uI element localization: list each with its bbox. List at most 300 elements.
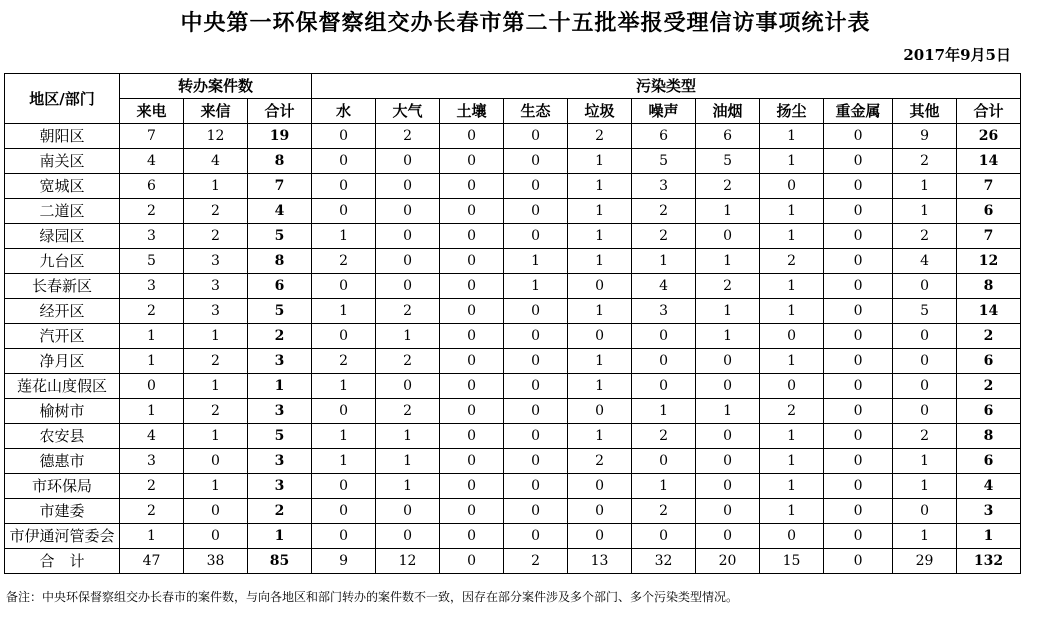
value-cell: 0 — [312, 124, 376, 149]
value-cell: 0 — [440, 249, 504, 274]
value-cell: 0 — [696, 349, 760, 374]
subtotal-cell: 132 — [957, 549, 1021, 574]
value-cell: 1 — [760, 499, 824, 524]
value-cell: 1 — [376, 424, 440, 449]
value-cell: 0 — [376, 199, 440, 224]
subtotal-cell: 8 — [248, 149, 312, 174]
value-cell: 0 — [440, 499, 504, 524]
table-row — [5, 299, 1021, 324]
value-cell: 0 — [312, 174, 376, 199]
value-cell: 1 — [312, 449, 376, 474]
value-cell: 6 — [120, 174, 184, 199]
value-cell: 2 — [376, 399, 440, 424]
subtotal-cell: 4 — [957, 474, 1021, 499]
value-cell: 0 — [824, 224, 893, 249]
table-row — [5, 449, 1021, 474]
subtotal-cell: 7 — [957, 174, 1021, 199]
subtotal-cell: 5 — [248, 224, 312, 249]
subtotal-cell: 2 — [248, 324, 312, 349]
value-cell: 0 — [760, 374, 824, 399]
value-cell: 0 — [440, 124, 504, 149]
value-cell: 1 — [696, 299, 760, 324]
value-cell: 0 — [824, 374, 893, 399]
value-cell: 0 — [376, 249, 440, 274]
transfer-group-header: 转办案件数 — [120, 74, 312, 99]
value-cell: 3 — [184, 299, 248, 324]
value-cell: 6 — [632, 124, 696, 149]
value-cell: 2 — [376, 124, 440, 149]
value-cell: 1 — [760, 349, 824, 374]
value-cell: 0 — [184, 524, 248, 549]
table-row — [5, 249, 1021, 274]
value-cell: 2 — [632, 499, 696, 524]
value-cell: 0 — [312, 524, 376, 549]
value-cell: 0 — [696, 374, 760, 399]
value-cell: 1 — [120, 524, 184, 549]
value-cell: 5 — [696, 149, 760, 174]
table-row — [5, 524, 1021, 549]
value-cell: 1 — [184, 324, 248, 349]
region-cell: 经开区 — [5, 299, 120, 324]
subtotal-cell: 3 — [248, 399, 312, 424]
value-cell: 4 — [120, 424, 184, 449]
table-row — [5, 274, 1021, 299]
value-cell: 2 — [893, 424, 957, 449]
value-cell: 3 — [184, 274, 248, 299]
value-cell: 1 — [760, 274, 824, 299]
value-cell: 1 — [568, 224, 632, 249]
value-cell: 0 — [440, 199, 504, 224]
table-row — [5, 124, 1021, 149]
value-cell: 0 — [568, 499, 632, 524]
table-row — [5, 224, 1021, 249]
value-cell: 1 — [893, 524, 957, 549]
subtotal-cell: 8 — [957, 274, 1021, 299]
value-cell: 2 — [312, 349, 376, 374]
value-cell: 1 — [568, 199, 632, 224]
value-cell: 0 — [760, 174, 824, 199]
value-cell: 0 — [824, 299, 893, 324]
pollution-col-header: 重金属 — [824, 99, 893, 124]
value-cell: 3 — [120, 274, 184, 299]
value-cell: 1 — [312, 299, 376, 324]
value-cell: 1 — [120, 349, 184, 374]
table-row — [5, 199, 1021, 224]
subtotal-cell: 4 — [248, 199, 312, 224]
value-cell: 1 — [568, 299, 632, 324]
value-cell: 1 — [760, 474, 824, 499]
value-cell: 2 — [184, 399, 248, 424]
value-cell: 2 — [632, 424, 696, 449]
pollution-col-header: 大气 — [376, 99, 440, 124]
value-cell: 1 — [376, 474, 440, 499]
region-cell: 长春新区 — [5, 274, 120, 299]
subtotal-cell: 3 — [957, 499, 1021, 524]
value-cell: 0 — [824, 349, 893, 374]
value-cell: 0 — [312, 149, 376, 174]
value-cell: 0 — [440, 349, 504, 374]
value-cell: 1 — [632, 249, 696, 274]
subtotal-cell: 6 — [957, 399, 1021, 424]
value-cell: 0 — [696, 524, 760, 549]
value-cell: 1 — [312, 424, 376, 449]
value-cell: 0 — [824, 474, 893, 499]
value-cell: 0 — [632, 324, 696, 349]
value-cell: 0 — [312, 199, 376, 224]
value-cell: 9 — [893, 124, 957, 149]
value-cell: 0 — [824, 324, 893, 349]
value-cell: 0 — [504, 199, 568, 224]
value-cell: 2 — [312, 249, 376, 274]
value-cell: 2 — [184, 224, 248, 249]
value-cell: 0 — [184, 449, 248, 474]
table-row — [5, 499, 1021, 524]
value-cell: 1 — [760, 199, 824, 224]
subtotal-cell: 19 — [248, 124, 312, 149]
value-cell: 2 — [568, 124, 632, 149]
value-cell: 0 — [696, 474, 760, 499]
region-cell: 市建委 — [5, 499, 120, 524]
value-cell: 0 — [824, 424, 893, 449]
value-cell: 1 — [760, 424, 824, 449]
value-cell: 0 — [376, 499, 440, 524]
value-cell: 0 — [312, 499, 376, 524]
value-cell: 3 — [632, 299, 696, 324]
value-cell: 0 — [632, 449, 696, 474]
transfer-col-header: 合计 — [248, 99, 312, 124]
value-cell: 2 — [632, 199, 696, 224]
subtotal-cell: 26 — [957, 124, 1021, 149]
value-cell: 0 — [504, 374, 568, 399]
table-row — [5, 349, 1021, 374]
value-cell: 1 — [893, 174, 957, 199]
value-cell: 1 — [184, 424, 248, 449]
value-cell: 0 — [632, 524, 696, 549]
value-cell: 1 — [120, 399, 184, 424]
subtotal-cell: 1 — [957, 524, 1021, 549]
table-row — [5, 474, 1021, 499]
transfer-col-header: 来信 — [184, 99, 248, 124]
pollution-col-header: 扬尘 — [760, 99, 824, 124]
value-cell: 20 — [696, 549, 760, 574]
value-cell: 0 — [440, 299, 504, 324]
subtotal-cell: 85 — [248, 549, 312, 574]
value-cell: 32 — [632, 549, 696, 574]
subtotal-cell: 2 — [957, 324, 1021, 349]
value-cell: 0 — [824, 274, 893, 299]
value-cell: 2 — [696, 174, 760, 199]
value-cell: 0 — [440, 324, 504, 349]
subtotal-cell: 3 — [248, 474, 312, 499]
value-cell: 3 — [120, 224, 184, 249]
pollution-col-header: 油烟 — [696, 99, 760, 124]
value-cell: 0 — [440, 449, 504, 474]
region-cell: 榆树市 — [5, 399, 120, 424]
value-cell: 1 — [376, 324, 440, 349]
table-row — [5, 324, 1021, 349]
value-cell: 12 — [376, 549, 440, 574]
value-cell: 0 — [824, 449, 893, 474]
value-cell: 4 — [893, 249, 957, 274]
value-cell: 0 — [760, 324, 824, 349]
value-cell: 1 — [893, 199, 957, 224]
value-cell: 0 — [893, 349, 957, 374]
value-cell: 2 — [376, 349, 440, 374]
pollution-col-header: 噪声 — [632, 99, 696, 124]
value-cell: 1 — [893, 449, 957, 474]
value-cell: 2 — [376, 299, 440, 324]
value-cell: 1 — [184, 374, 248, 399]
region-cell: 汽开区 — [5, 324, 120, 349]
value-cell: 0 — [696, 224, 760, 249]
value-cell: 0 — [824, 399, 893, 424]
value-cell: 2 — [760, 249, 824, 274]
value-cell: 0 — [440, 274, 504, 299]
subtotal-cell: 8 — [957, 424, 1021, 449]
value-cell: 47 — [120, 549, 184, 574]
value-cell: 1 — [568, 149, 632, 174]
value-cell: 0 — [120, 374, 184, 399]
subtotal-cell: 2 — [248, 499, 312, 524]
value-cell: 1 — [568, 374, 632, 399]
value-cell: 0 — [893, 399, 957, 424]
pollution-col-header: 其他 — [893, 99, 957, 124]
value-cell: 1 — [696, 399, 760, 424]
value-cell: 5 — [632, 149, 696, 174]
value-cell: 0 — [760, 524, 824, 549]
value-cell: 0 — [824, 524, 893, 549]
region-cell: 农安县 — [5, 424, 120, 449]
value-cell: 0 — [893, 499, 957, 524]
value-cell: 0 — [568, 324, 632, 349]
value-cell: 3 — [184, 249, 248, 274]
value-cell: 0 — [440, 224, 504, 249]
subtotal-cell: 3 — [248, 449, 312, 474]
value-cell: 2 — [120, 474, 184, 499]
report-date: 2017年9月5日 — [903, 46, 1011, 64]
value-cell: 2 — [504, 549, 568, 574]
region-cell: 二道区 — [5, 199, 120, 224]
value-cell: 0 — [440, 399, 504, 424]
region-cell: 朝阳区 — [5, 124, 120, 149]
value-cell: 1 — [760, 124, 824, 149]
table-row — [5, 399, 1021, 424]
value-cell: 0 — [824, 549, 893, 574]
value-cell: 1 — [760, 449, 824, 474]
region-cell: 九台区 — [5, 249, 120, 274]
subtotal-cell: 6 — [248, 274, 312, 299]
subtotal-cell: 14 — [957, 299, 1021, 324]
value-cell: 0 — [632, 374, 696, 399]
value-cell: 1 — [184, 474, 248, 499]
value-cell: 0 — [504, 174, 568, 199]
value-cell: 12 — [184, 124, 248, 149]
value-cell: 5 — [120, 249, 184, 274]
value-cell: 3 — [632, 174, 696, 199]
value-cell: 0 — [440, 174, 504, 199]
subtotal-cell: 12 — [957, 249, 1021, 274]
subtotal-cell: 6 — [957, 349, 1021, 374]
value-cell: 2 — [760, 399, 824, 424]
value-cell: 0 — [504, 324, 568, 349]
value-cell: 0 — [376, 174, 440, 199]
value-cell: 0 — [376, 224, 440, 249]
value-cell: 0 — [440, 149, 504, 174]
value-cell: 0 — [568, 399, 632, 424]
value-cell: 0 — [504, 424, 568, 449]
total-row — [5, 549, 1021, 574]
value-cell: 1 — [504, 249, 568, 274]
value-cell: 1 — [568, 249, 632, 274]
value-cell: 1 — [760, 149, 824, 174]
value-cell: 1 — [568, 174, 632, 199]
value-cell: 0 — [440, 474, 504, 499]
value-cell: 15 — [760, 549, 824, 574]
value-cell: 0 — [504, 124, 568, 149]
value-cell: 4 — [184, 149, 248, 174]
value-cell: 13 — [568, 549, 632, 574]
value-cell: 2 — [568, 449, 632, 474]
value-cell: 2 — [184, 349, 248, 374]
pollution-col-header: 土壤 — [440, 99, 504, 124]
value-cell: 0 — [504, 524, 568, 549]
value-cell: 2 — [893, 149, 957, 174]
value-cell: 1 — [312, 224, 376, 249]
value-cell: 1 — [632, 399, 696, 424]
table-row — [5, 374, 1021, 399]
pollution-col-header: 合计 — [957, 99, 1021, 124]
subtotal-cell: 2 — [957, 374, 1021, 399]
statistics-table — [4, 73, 1021, 574]
region-cell: 市环保局 — [5, 474, 120, 499]
value-cell: 0 — [184, 499, 248, 524]
region-cell: 合 计 — [5, 549, 120, 574]
value-cell: 0 — [504, 149, 568, 174]
value-cell: 0 — [376, 149, 440, 174]
value-cell: 0 — [312, 399, 376, 424]
value-cell: 0 — [824, 149, 893, 174]
value-cell: 0 — [504, 349, 568, 374]
subtotal-cell: 7 — [957, 224, 1021, 249]
value-cell: 2 — [893, 224, 957, 249]
value-cell: 1 — [632, 474, 696, 499]
value-cell: 7 — [120, 124, 184, 149]
subtotal-cell: 6 — [957, 449, 1021, 474]
transfer-col-header: 来电 — [120, 99, 184, 124]
value-cell: 0 — [696, 424, 760, 449]
subtotal-cell: 6 — [957, 199, 1021, 224]
value-cell: 2 — [120, 199, 184, 224]
region-cell: 宽城区 — [5, 174, 120, 199]
value-cell: 0 — [312, 474, 376, 499]
value-cell: 0 — [824, 174, 893, 199]
value-cell: 2 — [120, 299, 184, 324]
value-cell: 38 — [184, 549, 248, 574]
value-cell: 0 — [696, 449, 760, 474]
footnote: 备注：中央环保督察组交办长春市的案件数，与向各地区和部门转办的案件数不一致，因存在部分案件涉及多个部门、多个污染类型情况。 — [6, 590, 739, 604]
value-cell: 9 — [312, 549, 376, 574]
value-cell: 6 — [696, 124, 760, 149]
value-cell: 1 — [760, 224, 824, 249]
value-cell: 1 — [568, 349, 632, 374]
region-cell: 莲花山度假区 — [5, 374, 120, 399]
value-cell: 0 — [696, 499, 760, 524]
value-cell: 0 — [824, 124, 893, 149]
value-cell: 1 — [568, 424, 632, 449]
value-cell: 0 — [440, 424, 504, 449]
table-row — [5, 149, 1021, 174]
pollution-col-header: 垃圾 — [568, 99, 632, 124]
value-cell: 0 — [568, 474, 632, 499]
value-cell: 0 — [568, 524, 632, 549]
value-cell: 1 — [376, 449, 440, 474]
value-cell: 0 — [504, 224, 568, 249]
value-cell: 0 — [376, 524, 440, 549]
subtotal-cell: 5 — [248, 424, 312, 449]
value-cell: 2 — [184, 199, 248, 224]
value-cell: 0 — [440, 524, 504, 549]
subtotal-cell: 1 — [248, 524, 312, 549]
pollution-group-header: 污染类型 — [312, 74, 1021, 99]
value-cell: 4 — [632, 274, 696, 299]
value-cell: 0 — [824, 199, 893, 224]
value-cell: 1 — [120, 324, 184, 349]
value-cell: 0 — [312, 324, 376, 349]
value-cell: 29 — [893, 549, 957, 574]
page-title: 中央第一环保督察组交办长春市第二十五批举报受理信访事项统计表 — [180, 10, 871, 36]
value-cell: 0 — [376, 274, 440, 299]
value-cell: 0 — [440, 549, 504, 574]
pollution-col-header: 水 — [312, 99, 376, 124]
region-cell: 南关区 — [5, 149, 120, 174]
value-cell: 2 — [632, 224, 696, 249]
value-cell: 0 — [893, 274, 957, 299]
region-cell: 净月区 — [5, 349, 120, 374]
value-cell: 0 — [504, 399, 568, 424]
subtotal-cell: 1 — [248, 374, 312, 399]
value-cell: 1 — [893, 474, 957, 499]
value-cell: 0 — [504, 449, 568, 474]
value-cell: 0 — [824, 499, 893, 524]
subtotal-cell: 7 — [248, 174, 312, 199]
table-row — [5, 424, 1021, 449]
value-cell: 1 — [312, 374, 376, 399]
region-header: 地区/部门 — [5, 74, 120, 124]
region-cell: 市伊通河管委会 — [5, 524, 120, 549]
value-cell: 0 — [893, 324, 957, 349]
pollution-col-header: 生态 — [504, 99, 568, 124]
value-cell: 0 — [376, 374, 440, 399]
subtotal-cell: 3 — [248, 349, 312, 374]
subtotal-cell: 14 — [957, 149, 1021, 174]
value-cell: 0 — [504, 499, 568, 524]
value-cell: 1 — [696, 199, 760, 224]
value-cell: 0 — [824, 249, 893, 274]
subtotal-cell: 5 — [248, 299, 312, 324]
value-cell: 0 — [312, 274, 376, 299]
value-cell: 0 — [504, 474, 568, 499]
subtotal-cell: 8 — [248, 249, 312, 274]
value-cell: 2 — [120, 499, 184, 524]
value-cell: 1 — [184, 174, 248, 199]
value-cell: 5 — [893, 299, 957, 324]
value-cell: 1 — [504, 274, 568, 299]
value-cell: 0 — [893, 374, 957, 399]
value-cell: 4 — [120, 149, 184, 174]
value-cell: 0 — [440, 374, 504, 399]
table-row — [5, 174, 1021, 199]
region-cell: 德惠市 — [5, 449, 120, 474]
